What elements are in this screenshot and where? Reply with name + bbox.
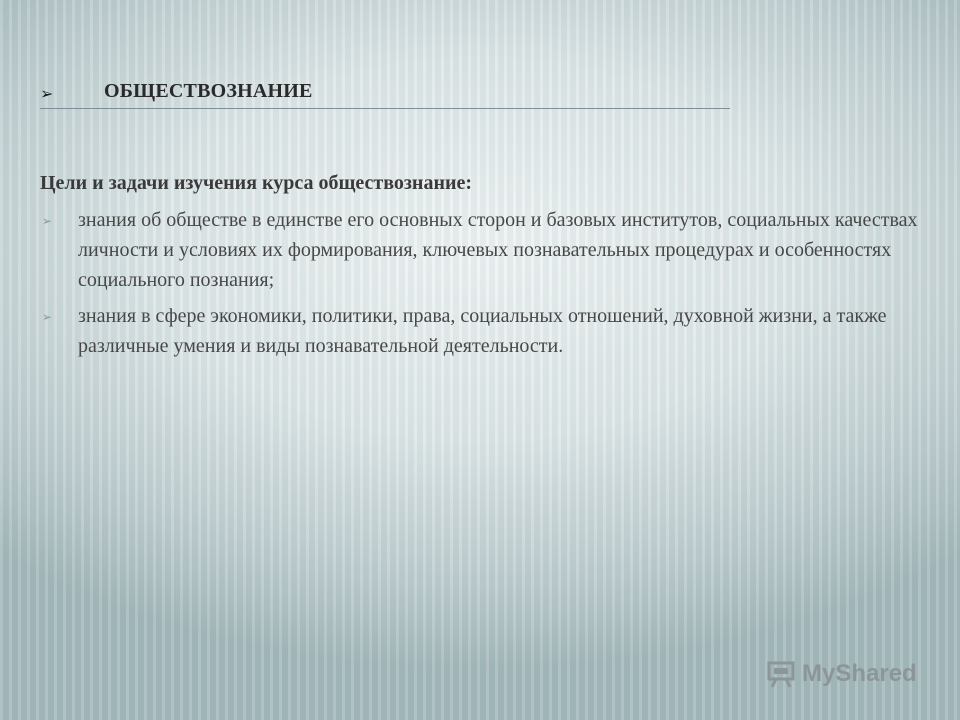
presentation-board-icon [766, 659, 796, 689]
list-item [40, 301, 920, 361]
arrowhead-bullet-icon: ➢ [42, 214, 53, 228]
watermark-text: MyShared [802, 660, 917, 687]
arrowhead-bullet-icon: ➢ [40, 86, 54, 103]
list-item-text: знания об обществе в единстве его основных сторон и базовых институтов, социальных качествах личности и условиях их формирования, ключевых познавательных процедурах и особенностях социального познания; [78, 209, 918, 291]
watermark [766, 656, 917, 692]
section-heading: Цели и задачи изучения курса обществознание: [40, 172, 473, 194]
arrowhead-bullet-icon: ➢ [42, 310, 53, 324]
list-item [40, 205, 920, 295]
slide-title: ОБЩЕСТВОЗНАНИЕ [104, 80, 313, 102]
title-row [40, 80, 730, 109]
content [40, 172, 920, 367]
list-item-text: знания в сфере экономики, политики, права, социальных отношений, духовной жизни, а также различные умения и виды познавательной деятельности. [78, 305, 887, 357]
